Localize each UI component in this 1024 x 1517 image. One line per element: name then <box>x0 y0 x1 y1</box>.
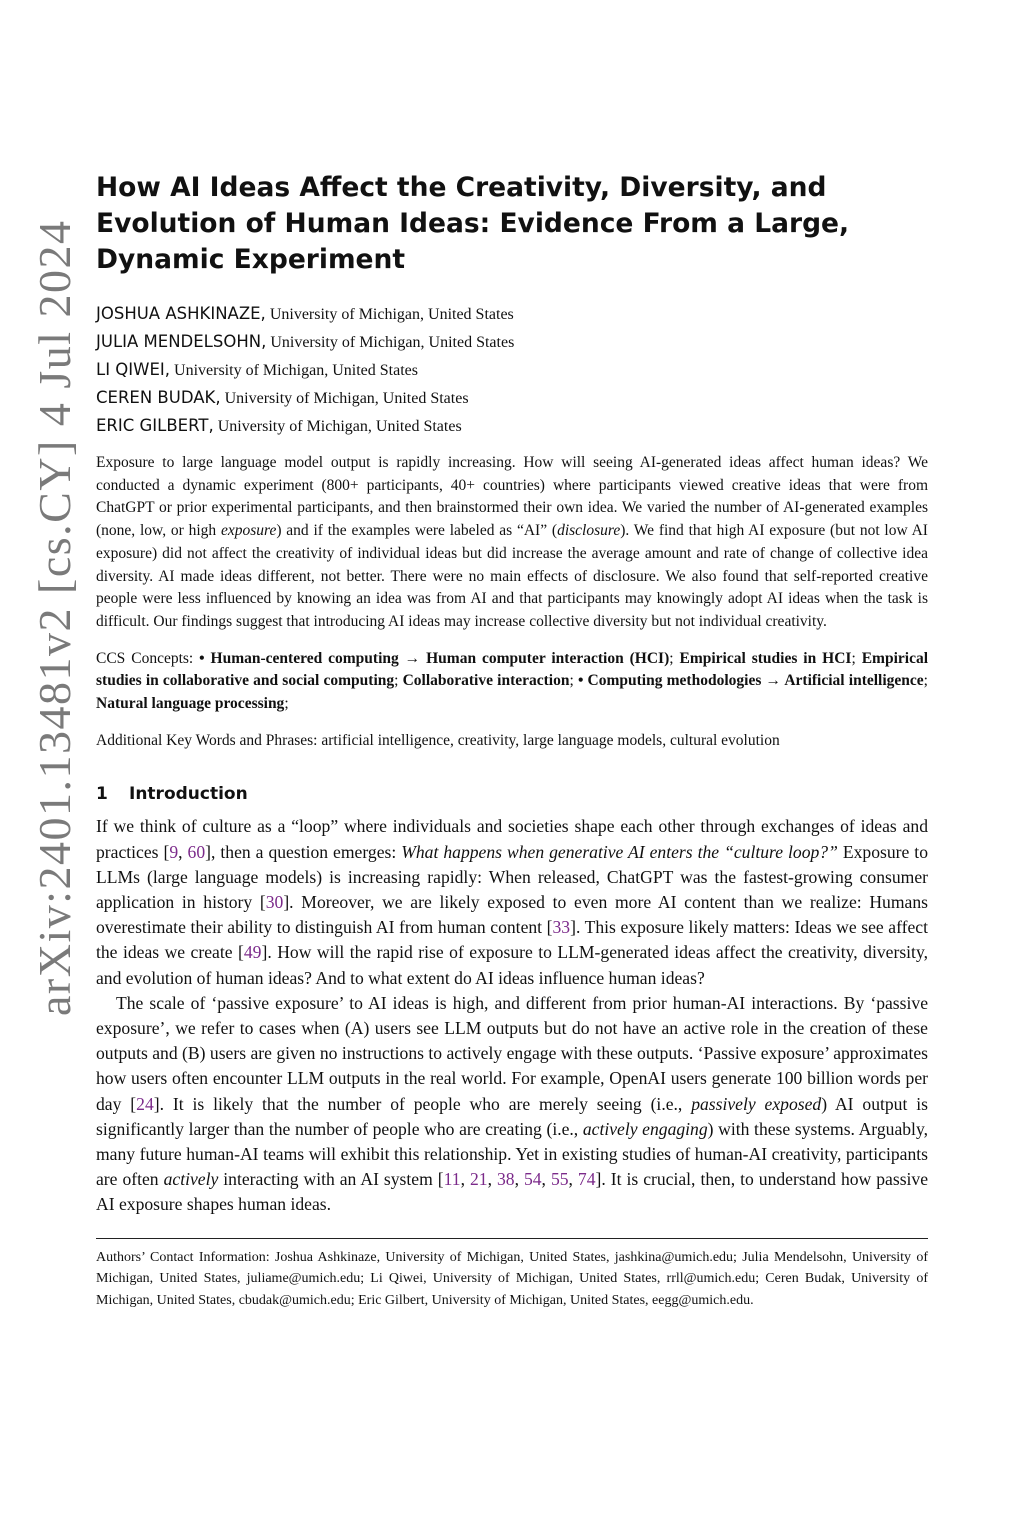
ccs-separator: ; <box>923 672 928 690</box>
ccs-concepts <box>96 648 928 716</box>
paragraph-text: , <box>541 1169 551 1190</box>
footnote-divider <box>96 1238 928 1239</box>
author-affiliation: University of Michigan, United States <box>170 362 418 379</box>
citation-link[interactable]: 30 <box>265 892 284 913</box>
author-entry <box>96 300 928 328</box>
author-entry <box>96 412 928 440</box>
author-affiliation: University of Michigan, United States <box>220 390 469 407</box>
author-affiliation: University of Michigan, United States <box>265 306 514 323</box>
citation-link[interactable]: 9 <box>169 841 179 862</box>
author-name: ERIC GILBERT, <box>96 416 214 435</box>
author-list <box>96 300 928 440</box>
abstract-text: ) and if the examples were labeled as “AI” ( <box>276 522 558 540</box>
ccs-arrow: → <box>398 649 427 667</box>
author-entry <box>96 384 928 412</box>
ccs-arrow: → <box>761 672 785 690</box>
paragraph-text: , <box>487 1169 497 1190</box>
paragraph-text: ) AI output is significantly larger than the number of people who are creating (i.e., <box>96 1093 928 1139</box>
paragraph-text: interacting with an AI system [ <box>218 1169 444 1190</box>
citation-link[interactable]: 24 <box>136 1093 154 1114</box>
section-title: Introduction <box>129 784 248 805</box>
paragraph-text: The scale of ‘passive exposure’ to AI ideas is high, and different from prior human-AI interactions. By ‘passive exposure’, we refer to cases when (A) users see LLM outputs but do not have an active role in the creation of these outputs and (B) users are given no instructions to actively engage with these outputs. ‘Passive exposure’ approximates how users often encounter LLM outputs in the real world. For example, OpenAI users generate 100 billion words per day [ <box>96 992 928 1114</box>
intro-paragraph-1 <box>96 814 928 990</box>
citation-link[interactable]: 38 <box>496 1169 515 1190</box>
citation-link[interactable]: 11 <box>443 1169 461 1190</box>
citation-link[interactable]: 54 <box>523 1169 542 1190</box>
author-affiliation: University of Michigan, United States <box>266 334 515 351</box>
intro-paragraph-2 <box>96 991 928 1218</box>
paragraph-emphasis: actively <box>163 1169 219 1190</box>
abstract-emphasis: disclosure <box>557 522 621 540</box>
paragraph-text: ]. It is likely that the number of people who are merely seeing (i.e., <box>153 1093 692 1114</box>
paragraph-text: ) with these systems. Arguably, many future human-AI teams will exhibit this relationship. Yet in existing studies of human-AI creativity, participants are often <box>96 1118 928 1190</box>
ccs-concept: Human-centered computing <box>210 649 399 667</box>
ccs-separator: ; <box>394 672 403 690</box>
paragraph-emphasis: What happens when generative AI enters the “culture loop?” <box>401 841 838 862</box>
ccs-separator: ; <box>669 649 680 667</box>
abstract <box>96 452 928 634</box>
paragraph-emphasis: passively exposed <box>691 1093 822 1114</box>
paragraph-text: ]. Moreover, we are likely exposed to even more AI content than we realize: Humans overestimate their ability to distinguish AI from human content [ <box>96 892 928 938</box>
abstract-text: ). We find that high AI exposure (but not low AI exposure) did not affect the creativity of individual ideas but did increase the average amount and rate of change of collective idea diversity. AI made ideas different, not better. There were no main effects of disclosure. We also found that self-reported creative people were less influenced by knowing an idea was from AI and that participants may knowingly adopt AI ideas when the task is difficult. Our findings suggest that introducing AI ideas may increase collective diversity but not individual creativity. <box>96 522 928 630</box>
author-entry <box>96 328 928 356</box>
ccs-concept: Collaborative interaction <box>402 672 570 690</box>
paragraph-text: ]. It is crucial, then, to understand how passive AI exposure shapes human ideas. <box>96 1169 929 1215</box>
author-name: LI QIWEI, <box>96 360 171 379</box>
abstract-text: Exposure to large language model output is rapidly increasing. How will seeing AI-generated ideas affect human ideas? We conducted a dynamic experiment (800+ participants, 40+ countries) where participants viewed creative ideas that were from ChatGPT or prior experimental participants, and then brainstormed their own idea. We varied the number of AI-generated examples (none, low, or high <box>96 454 928 540</box>
author-name: JOSHUA ASHKINAZE, <box>96 304 266 323</box>
ccs-separator: ; <box>851 649 862 667</box>
section-number: 1 <box>96 784 108 805</box>
author-affiliation: University of Michigan, United States <box>213 418 462 435</box>
ccs-bullet: • <box>199 649 211 667</box>
paragraph-text: ]. How will the rapid rise of exposure to LLM-generated ideas affect the creativity, diversity, and evolution of human ideas? And to what extent do AI ideas influence human ideas? <box>96 942 928 988</box>
paper-title: How AI Ideas Affect the Creativity, Diversity, and Evolution of Human Ideas: Evidence From a Large, Dynamic Experiment <box>96 172 850 275</box>
paragraph-text: , <box>178 841 188 862</box>
author-name: JULIA MENDELSOHN, <box>96 332 267 351</box>
paragraph-text: ]. This exposure likely matters: Ideas we see affect the ideas we create [ <box>96 917 928 963</box>
paragraph-text: , <box>460 1169 470 1190</box>
paragraph-emphasis: actively engaging <box>582 1118 708 1139</box>
ccs-bullet: • <box>577 672 588 690</box>
citation-link[interactable]: 33 <box>552 917 571 938</box>
section-heading <box>96 782 928 806</box>
paragraph-text: , <box>514 1169 524 1190</box>
paragraph-text: ], then a question emerges: <box>205 841 402 862</box>
author-entry <box>96 356 928 384</box>
ccs-concept: Human computer interaction (HCI) <box>426 649 670 667</box>
keywords: Additional Key Words and Phrases: artificial intelligence, creativity, large language models, cultural evolution <box>96 731 780 749</box>
citation-link[interactable]: 74 <box>577 1169 596 1190</box>
ccs-concept: Natural language processing <box>96 695 285 713</box>
citation-link[interactable]: 49 <box>243 942 262 963</box>
citation-link[interactable]: 55 <box>550 1169 569 1190</box>
paragraph-text: , <box>568 1169 578 1190</box>
ccs-separator: ; <box>569 672 578 690</box>
citation-link[interactable]: 21 <box>469 1169 488 1190</box>
ccs-concept: Artificial intelligence <box>784 672 924 690</box>
ccs-concept: Empirical studies in HCI <box>679 649 852 667</box>
arxiv-identifier: arXiv:2401.13481v2 [cs.CY] 4 Jul 2024 <box>29 219 80 1016</box>
author-name: CEREN BUDAK, <box>96 388 221 407</box>
paper-page <box>96 170 928 1311</box>
ccs-label: CCS Concepts: <box>96 649 200 667</box>
ccs-concept: Empirical studies in collaborative and social computing <box>96 649 929 690</box>
ccs-concept: Computing methodologies <box>587 672 762 690</box>
paragraph-text: Exposure to LLMs (large language models) is increasing rapidly: When released, ChatGPT was the fastest-growing consumer application in history [ <box>96 841 928 913</box>
citation-link[interactable]: 60 <box>187 841 206 862</box>
paragraph-text: If we think of culture as a “loop” where individuals and societies shape each other through exchanges of ideas and practices [ <box>96 816 928 862</box>
ccs-separator: ; <box>284 695 289 713</box>
author-contact-footnote: Authors’ Contact Information: Joshua Ashkinaze, University of Michigan, United States, jashkina@umich.edu; Julia Mendelsohn, University of Michigan, United States, juliame@umich.edu; Li Qiwei, University of Michigan, United States, rrll@umich.edu; Ceren Budak, University of Michigan, United States, cbudak@umich.edu; Eric Gilbert, University of Michigan, United States, eegg@umich.edu. <box>96 1249 928 1308</box>
abstract-emphasis: exposure <box>220 522 277 540</box>
